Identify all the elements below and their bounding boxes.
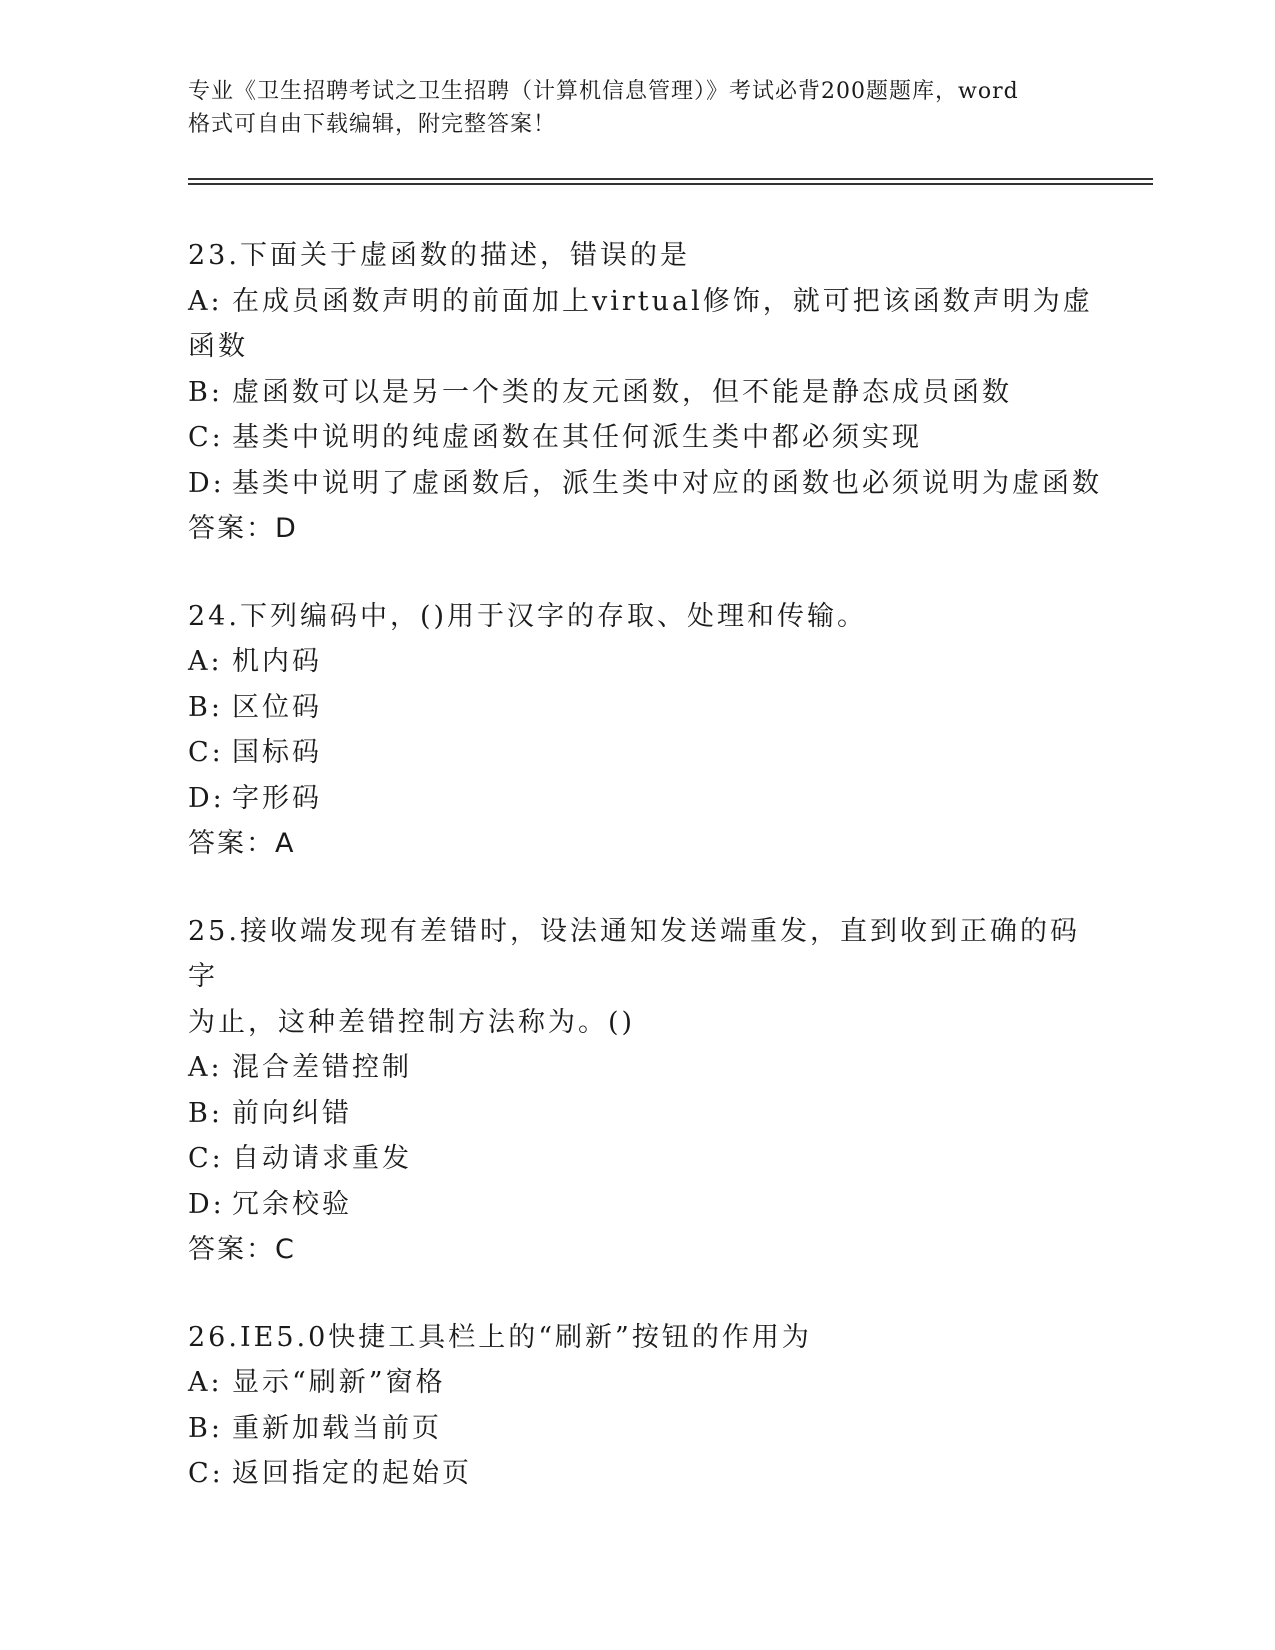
question-23	[188, 233, 1102, 552]
option-a-continuation: 函数	[188, 331, 248, 362]
option-letter: C:	[188, 1458, 224, 1489]
option-text: 在成员函数声明的前面加上virtual修饰，就可把该函数声明为虚	[232, 285, 1093, 317]
option-a	[188, 639, 1088, 685]
document-header	[188, 75, 1088, 141]
option-letter: B:	[188, 1412, 223, 1444]
option-letter: B:	[188, 376, 223, 408]
option-text: 自动请求重发	[232, 1143, 412, 1174]
option-letter: B:	[188, 1097, 223, 1129]
option-letter: D:	[188, 782, 225, 814]
question-26	[188, 1315, 1088, 1497]
question-list	[188, 233, 1102, 1539]
option-text: 冗余校验	[232, 1188, 352, 1220]
option-letter: C:	[188, 422, 224, 453]
option-letter: C:	[188, 737, 224, 768]
question-24	[188, 594, 1088, 867]
option-b	[188, 370, 1088, 416]
option-c	[188, 1451, 1088, 1497]
question-25	[188, 909, 1088, 1273]
answer-label: 答案：D	[188, 513, 298, 544]
option-letter: A:	[188, 1367, 223, 1398]
question-stem-continuation: 为止，这种差错控制方法称为。()	[188, 1006, 636, 1038]
header-divider-top	[188, 178, 1153, 180]
option-text: 虚函数可以是另一个类的友元函数，但不能是静态成员函数	[232, 376, 1012, 408]
option-letter: C:	[188, 1143, 224, 1174]
option-text: 区位码	[232, 691, 322, 723]
option-text: 基类中说明的纯虚函数在其任何派生类中都必须实现	[232, 422, 922, 453]
option-letter: A:	[188, 1052, 223, 1083]
header-divider-bottom	[188, 183, 1153, 185]
option-letter: B:	[188, 691, 223, 723]
option-letter: A:	[188, 646, 223, 677]
option-text: 国标码	[232, 737, 322, 768]
option-b	[188, 1091, 1088, 1137]
option-b	[188, 685, 1088, 731]
question-stem: 25.接收端发现有差错时，设法通知发送端重发，直到收到正确的码字	[188, 915, 1080, 992]
option-letter: A:	[188, 285, 223, 317]
question-stem: 23.下面关于虚函数的描述，错误的是	[188, 240, 690, 271]
option-text: 显示“刷新”窗格	[232, 1367, 446, 1398]
header-line-2: 格式可自由下载编辑，附完整答案！	[188, 112, 557, 137]
option-text: 前向纠错	[232, 1097, 352, 1129]
option-letter: D:	[188, 1188, 225, 1220]
header-line-1: 专业《卫生招聘考试之卫生招聘（计算机信息管理）》考试必背200题题库，word	[188, 79, 1019, 104]
option-text: 重新加载当前页	[232, 1412, 442, 1444]
option-text: 机内码	[232, 646, 322, 677]
option-text: 基类中说明了虚函数后，派生类中对应的函数也必须说明为虚函数	[232, 467, 1102, 499]
option-d	[188, 776, 1088, 822]
answer-label: 答案：A	[188, 828, 296, 859]
option-a	[188, 1045, 1088, 1091]
option-c	[188, 1136, 1088, 1182]
question-stem: 24.下列编码中，()用于汉字的存取、处理和传输。	[188, 600, 868, 632]
option-d	[188, 1182, 1088, 1228]
answer-label: 答案：C	[188, 1234, 296, 1265]
option-text: 返回指定的起始页	[232, 1458, 472, 1489]
option-a	[188, 1360, 1088, 1406]
question-stem: 26.IE5.0快捷工具栏上的“刷新”按钮的作用为	[188, 1321, 812, 1353]
option-a	[188, 279, 1093, 325]
option-c	[188, 415, 1088, 461]
option-text: 字形码	[232, 782, 322, 814]
option-letter: D:	[188, 467, 225, 499]
option-text: 混合差错控制	[232, 1052, 412, 1083]
option-d	[188, 461, 1102, 507]
option-c	[188, 730, 1088, 776]
option-b	[188, 1406, 1088, 1452]
